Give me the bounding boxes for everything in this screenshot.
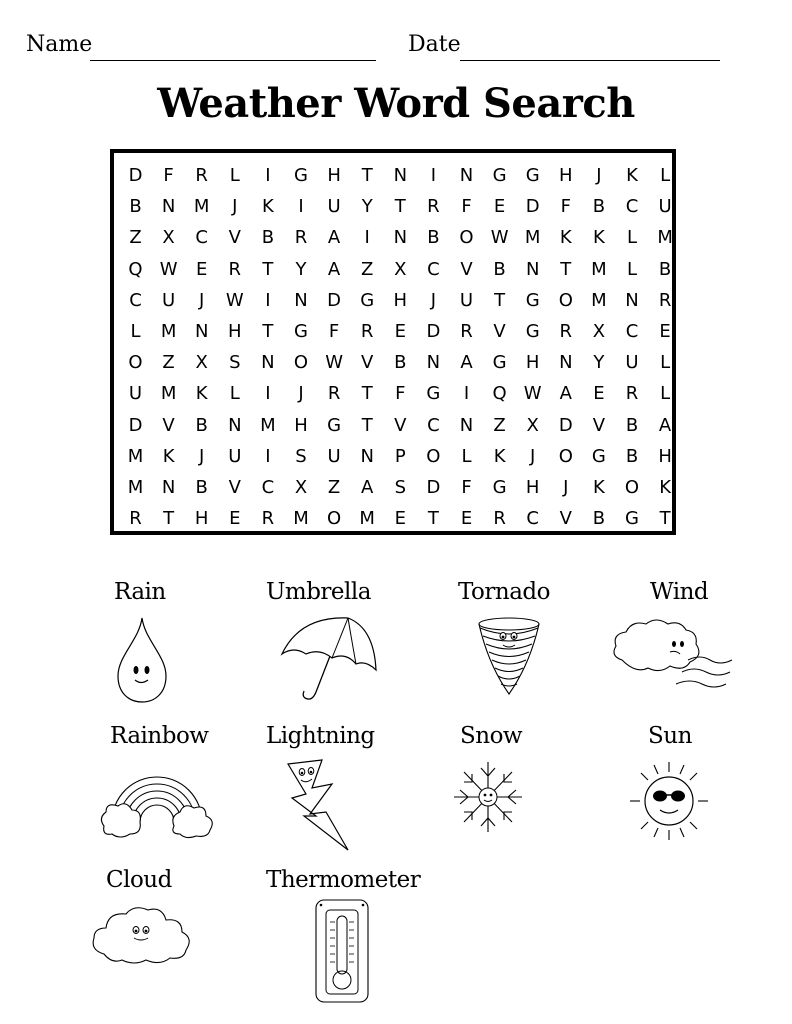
grid-letter: W <box>325 352 343 374</box>
grid-letter: G <box>360 289 375 311</box>
grid-letter: R <box>228 258 242 280</box>
grid-letter: N <box>525 258 540 280</box>
grid-letter: W <box>225 289 244 311</box>
grid-letter: R <box>294 227 308 249</box>
grid-letter: Z <box>493 414 506 436</box>
grid-letter: B <box>493 258 506 280</box>
grid-letter: H <box>393 289 408 311</box>
grid-letter: R <box>327 383 341 405</box>
grid-letter: V <box>228 227 241 249</box>
grid-letter: Z <box>361 258 374 280</box>
snowflake-icon <box>450 758 526 836</box>
grid-letter: J <box>563 477 569 498</box>
grid-letter: Z <box>327 477 341 498</box>
grid-letter: O <box>624 477 640 498</box>
grid-letter: N <box>459 414 474 436</box>
grid-letter: G <box>492 477 507 498</box>
grid-letter: Z <box>129 227 142 249</box>
grid-letter: E <box>493 196 506 218</box>
grid-letter: P <box>394 445 406 467</box>
sun-icon <box>626 758 712 844</box>
grid-letter: V <box>394 414 407 436</box>
grid-letter: N <box>228 414 242 436</box>
grid-letter: G <box>426 383 441 405</box>
grid-letter: G <box>525 165 540 186</box>
grid-letter: N <box>459 165 474 186</box>
grid-letter: R <box>559 321 573 342</box>
grid-letter: R <box>625 383 639 405</box>
grid-letter: I <box>298 196 304 218</box>
grid-letter: N <box>559 352 573 374</box>
grid-letter: V <box>361 352 374 374</box>
word-label-umbrella: Umbrella <box>266 579 371 605</box>
grid-letter: G <box>294 321 308 342</box>
grid-letter: A <box>559 383 572 405</box>
grid-letter: V <box>493 321 506 342</box>
grid-letter: H <box>658 445 672 467</box>
grid-letter: M <box>359 508 375 530</box>
grid-letter: E <box>394 508 406 530</box>
grid-letter: U <box>162 289 176 311</box>
grid-letter: M <box>260 414 276 436</box>
grid-letter: M <box>193 196 210 218</box>
grid-letter: B <box>195 477 208 498</box>
grid-letter: B <box>394 352 407 374</box>
grid-letter: C <box>625 196 639 218</box>
grid-letter: C <box>129 289 142 311</box>
grid-letter: G <box>591 445 606 467</box>
grid-letter: C <box>427 414 440 436</box>
grid-letter: I <box>364 227 370 249</box>
grid-letter: S <box>229 352 241 374</box>
grid-letter: M <box>657 227 673 249</box>
grid-letter: B <box>261 227 275 249</box>
grid-letter: W <box>159 258 178 280</box>
grid-letter: V <box>228 477 241 498</box>
grid-letter: L <box>660 352 671 374</box>
grid-letter: J <box>232 196 238 218</box>
grid-letter: K <box>493 445 506 467</box>
grid-letter: T <box>494 289 506 311</box>
grid-letter: G <box>625 508 639 530</box>
grid-letter: L <box>461 445 472 467</box>
grid-letter: M <box>591 258 607 280</box>
grid-letter: O <box>426 445 441 467</box>
grid-letter: X <box>526 414 539 436</box>
grid-letter: T <box>262 321 274 342</box>
grid-letter: J <box>298 383 304 405</box>
grid-letter: N <box>194 321 209 342</box>
word-label-cloud: Cloud <box>106 867 172 893</box>
grid-letter: K <box>162 445 175 467</box>
grid-letter: R <box>360 321 374 342</box>
grid-letter: C <box>261 477 275 498</box>
grid-letter: T <box>262 258 274 280</box>
grid-letter: E <box>659 321 671 342</box>
word-label-rainbow: Rainbow <box>110 723 209 749</box>
grid-letter: M <box>127 477 144 498</box>
grid-letter: F <box>328 321 340 342</box>
grid-letter: D <box>426 477 441 498</box>
grid-letter: H <box>228 321 242 342</box>
grid-letter: O <box>459 227 474 249</box>
grid-letter: F <box>461 477 472 498</box>
grid-letter: T <box>361 383 373 405</box>
grid-letter: M <box>524 227 541 249</box>
grid-letter: Y <box>593 352 605 374</box>
grid-letter: O <box>293 352 309 374</box>
grid-letter: B <box>625 445 639 467</box>
grid-letter: E <box>229 508 241 530</box>
grid-letter: V <box>592 414 606 436</box>
grid-letter: A <box>327 227 341 249</box>
grid-letter: L <box>660 165 671 186</box>
grid-letter: T <box>427 508 439 530</box>
date-label: Date <box>408 32 461 57</box>
grid-letter: N <box>161 196 176 218</box>
rainbow-icon <box>98 764 216 840</box>
grid-letter: H <box>525 477 540 498</box>
grid-letter: B <box>658 258 672 280</box>
grid-letter: B <box>625 414 639 436</box>
word-label-wind: Wind <box>650 579 709 605</box>
grid-letter: T <box>163 508 175 530</box>
tornado-icon <box>476 614 542 698</box>
name-field[interactable] <box>90 60 376 61</box>
grid-letter: T <box>560 258 572 280</box>
grid-letter: K <box>626 165 638 186</box>
grid-letter: I <box>265 165 271 186</box>
grid-letter: N <box>261 352 275 374</box>
grid-letter: O <box>558 445 573 467</box>
grid-letter: O <box>128 352 143 374</box>
grid-letter: L <box>229 165 240 186</box>
lightning-icon <box>278 758 352 854</box>
grid-letter: L <box>660 383 671 405</box>
grid-letter: O <box>327 508 342 530</box>
cloud-icon <box>90 904 194 966</box>
grid-letter: U <box>625 352 639 374</box>
grid-letter: M <box>160 383 177 405</box>
grid-letter: N <box>393 227 408 249</box>
grid-letter: G <box>294 165 308 186</box>
grid-letter: R <box>129 508 142 530</box>
grid-letter: J <box>530 445 536 467</box>
grid-letter: C <box>427 258 440 280</box>
grid-letter: I <box>265 445 271 467</box>
grid-letter: I <box>265 383 271 405</box>
grid-letter: E <box>394 321 406 342</box>
word-label-rain: Rain <box>114 579 166 605</box>
grid-letter: E <box>460 508 473 530</box>
grid-letter: U <box>228 445 242 467</box>
grid-letter: R <box>261 508 275 530</box>
grid-letter: Y <box>361 196 373 218</box>
grid-letter: I <box>430 165 437 186</box>
grid-letter: D <box>327 289 342 311</box>
grid-letter: M <box>591 289 607 311</box>
grid-letter: U <box>327 196 341 218</box>
grid-letter: D <box>128 165 143 186</box>
grid-letter: J <box>199 289 205 311</box>
grid-letter: N <box>426 352 441 374</box>
grid-letter: B <box>129 196 142 218</box>
grid-letter: I <box>463 383 470 405</box>
word-label-lightning: Lightning <box>266 723 375 749</box>
grid-letter: K <box>195 383 208 405</box>
grid-letter: B <box>592 508 606 530</box>
grid-letter: E <box>196 258 208 280</box>
grid-letter: J <box>596 165 602 186</box>
grid-letter: X <box>162 227 175 249</box>
grid-letter: T <box>659 508 671 530</box>
grid-letter: X <box>394 258 407 280</box>
raindrop-icon <box>112 614 172 706</box>
word-label-snow: Snow <box>460 723 523 749</box>
grid-letter: U <box>459 289 474 311</box>
grid-letter: A <box>658 414 672 436</box>
grid-letter: X <box>294 477 308 498</box>
page-title: Weather Word Search <box>157 80 635 127</box>
grid-letter: N <box>360 445 374 467</box>
grid-letter: K <box>261 196 274 218</box>
grid-letter: H <box>525 352 540 374</box>
grid-letter: Z <box>162 352 175 374</box>
grid-letter: B <box>427 227 440 249</box>
grid-letter: G <box>525 289 540 311</box>
grid-letter: C <box>625 321 639 342</box>
grid-letter: R <box>493 508 506 530</box>
name-label: Name <box>26 32 93 57</box>
grid-letter: J <box>430 289 437 311</box>
grid-letter: B <box>592 196 606 218</box>
grid-letter: U <box>128 383 143 405</box>
grid-letter: L <box>229 383 240 405</box>
grid-letter: Y <box>295 258 307 280</box>
grid-letter: R <box>460 321 473 342</box>
word-label-thermometer: Thermometer <box>266 867 421 893</box>
grid-letter: R <box>427 196 440 218</box>
grid-letter: H <box>194 508 209 530</box>
thermometer-icon <box>314 898 370 1004</box>
grid-letter: K <box>559 227 572 249</box>
grid-letter: M <box>127 445 144 467</box>
grid-letter: K <box>659 477 671 498</box>
grid-letter: N <box>161 477 176 498</box>
grid-letter: U <box>658 196 672 218</box>
grid-letter: R <box>658 289 672 311</box>
grid-letter: D <box>558 414 573 436</box>
grid-letter: F <box>560 196 571 218</box>
wind-icon <box>610 616 734 698</box>
grid-letter: F <box>163 165 174 186</box>
grid-letter: O <box>558 289 573 311</box>
grid-letter: H <box>559 165 573 186</box>
grid-letter: K <box>592 227 605 249</box>
grid-letter: S <box>394 477 407 498</box>
grid-letter: J <box>199 445 205 467</box>
grid-letter: X <box>195 352 208 374</box>
grid-letter: G <box>492 352 507 374</box>
grid-letter: V <box>559 508 572 530</box>
date-field[interactable] <box>460 60 720 61</box>
grid-letter: G <box>492 165 507 186</box>
grid-letter: N <box>294 289 308 311</box>
grid-letter: B <box>195 414 208 436</box>
grid-letter: G <box>327 414 342 436</box>
grid-letter: A <box>361 477 374 498</box>
grid-letter: T <box>394 196 406 218</box>
word-label-sun: Sun <box>648 723 692 749</box>
grid-letter: T <box>361 165 373 186</box>
word-search-grid <box>110 149 676 535</box>
grid-letter: U <box>327 445 341 467</box>
grid-letter: V <box>162 414 175 436</box>
grid-letter: W <box>490 227 509 249</box>
grid-letter: L <box>626 227 638 249</box>
grid-letter: D <box>426 321 441 342</box>
grid-letter: Q <box>128 258 143 280</box>
grid-letter: K <box>592 477 605 498</box>
grid-letter: S <box>295 445 307 467</box>
grid-letter: H <box>294 414 308 436</box>
grid-letter: L <box>626 258 638 280</box>
grid-letter: C <box>195 227 208 249</box>
grid-letter: M <box>293 508 309 530</box>
grid-letter: E <box>593 383 605 405</box>
grid-letter: D <box>128 414 143 436</box>
grid-letter: A <box>327 258 341 280</box>
word-label-tornado: Tornado <box>458 579 550 605</box>
grid-letter: M <box>160 321 177 342</box>
grid-letter: I <box>265 289 271 311</box>
grid-letter: D <box>525 196 540 218</box>
grid-letter: R <box>195 165 208 186</box>
grid-letter: A <box>460 352 473 374</box>
grid-letter: F <box>395 383 406 405</box>
grid-letter: V <box>460 258 473 280</box>
grid-letter: N <box>625 289 639 311</box>
grid-letter: H <box>327 165 341 186</box>
grid-letter: W <box>523 383 542 405</box>
grid-letter: X <box>592 321 606 342</box>
grid-letter: G <box>525 321 540 342</box>
grid-letter: N <box>393 165 408 186</box>
grid-letter: T <box>361 414 373 436</box>
umbrella-icon <box>278 614 380 704</box>
grid-letter: Q <box>492 383 507 405</box>
grid-letter: F <box>461 196 472 218</box>
grid-letter: C <box>526 508 539 530</box>
grid-letter: L <box>130 321 141 342</box>
